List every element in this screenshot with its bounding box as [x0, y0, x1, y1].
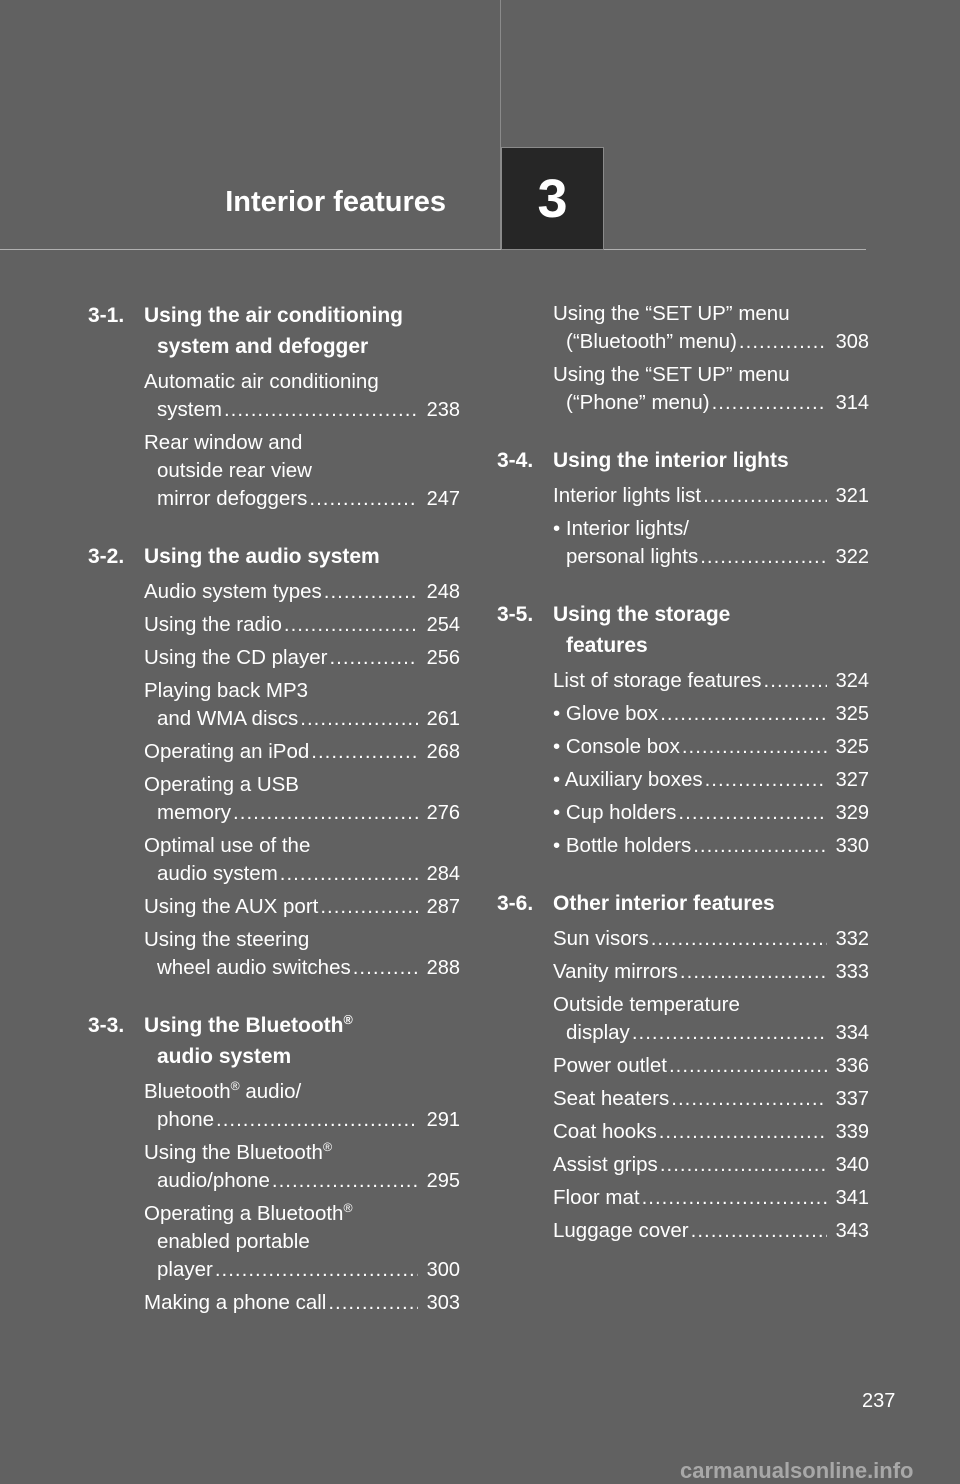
dot-leader: [764, 667, 827, 695]
toc-section: [497, 599, 869, 860]
entry-page-number: 308: [835, 331, 869, 353]
entry-last-line: [553, 766, 869, 794]
entry-text-line: and WMA discs: [157, 707, 299, 730]
dot-leader: [739, 328, 827, 356]
toc-entry[interactable]: [553, 667, 869, 695]
dot-leader: [712, 389, 827, 417]
toc-entry[interactable]: [144, 832, 460, 888]
dot-leader: [678, 799, 827, 827]
entry-page-number: 339: [835, 1121, 869, 1143]
entry-text-line: player: [157, 1258, 213, 1281]
entry-text-line: • Bottle holders: [553, 834, 692, 857]
section-heading: [497, 445, 869, 476]
entry-last-line: [553, 700, 869, 728]
dot-leader: [329, 644, 418, 672]
toc-entry[interactable]: [144, 611, 460, 639]
entry-text-line: • Console box: [553, 735, 680, 758]
toc-entry[interactable]: [553, 361, 869, 417]
watermark: carmanualsonline.info: [680, 1458, 914, 1483]
entry-page-number: 336: [835, 1055, 869, 1077]
section-title: [553, 888, 869, 919]
entry-last-line: [144, 1289, 460, 1317]
section-title: [144, 541, 460, 572]
entry-text-line: Sun visors: [553, 927, 649, 950]
section-title: [553, 445, 869, 476]
section-number: 3-1.: [88, 304, 125, 327]
toc-entry[interactable]: [144, 1078, 460, 1134]
chapter-number-tab: [501, 147, 604, 250]
toc-entry[interactable]: [553, 1217, 869, 1245]
entry-page-number: 288: [426, 957, 460, 979]
page-number: 237: [862, 1390, 896, 1412]
toc-entry[interactable]: [553, 799, 869, 827]
entry-page-number: 332: [835, 928, 869, 950]
entry-last-line: [553, 1118, 869, 1146]
entry-last-line: [553, 1217, 869, 1245]
entry-last-line: [144, 893, 460, 921]
toc-entry[interactable]: [144, 1200, 460, 1284]
dot-leader: [660, 1151, 827, 1179]
entry-last-line: [553, 925, 869, 953]
entry-page-number: 333: [835, 961, 869, 983]
entry-text-line: Outside temperature: [553, 993, 740, 1016]
entry-page-number: 330: [835, 835, 869, 857]
entry-last-line: [144, 860, 460, 888]
entry-page-number: 256: [426, 647, 460, 669]
entry-text-line: Operating an iPod: [144, 740, 310, 763]
entry-last-line: [144, 1106, 460, 1134]
toc-entry[interactable]: [144, 771, 460, 827]
toc-entry[interactable]: [553, 733, 869, 761]
section-title-line: system and defogger: [157, 335, 369, 358]
section-number: 3-6.: [497, 892, 534, 915]
section-title-line: audio system: [157, 1045, 292, 1068]
toc-entry[interactable]: [144, 738, 460, 766]
chapter-title: Interior features: [225, 186, 446, 218]
toc-section: [88, 1010, 460, 1317]
entry-text-line: Operating a Bluetooth®: [144, 1201, 353, 1225]
toc-section: [497, 445, 869, 571]
section-title: [144, 300, 460, 362]
entry-text-line: Using the CD player: [144, 646, 328, 669]
entry-text-line: Luggage cover: [553, 1219, 689, 1242]
dot-leader: [309, 485, 418, 513]
toc-entry[interactable]: [553, 700, 869, 728]
entry-text-line: system: [157, 398, 222, 421]
toc-entry[interactable]: [553, 1085, 869, 1113]
toc-section: [88, 300, 460, 513]
dot-leader: [216, 1106, 418, 1134]
dot-leader: [659, 1118, 827, 1146]
entry-last-line: [553, 328, 869, 356]
entry-text-line: Coat hooks: [553, 1120, 657, 1143]
entry-last-line: [553, 958, 869, 986]
entry-page-number: 295: [426, 1170, 460, 1192]
toc-section: [88, 541, 460, 982]
toc-entry[interactable]: [553, 1184, 869, 1212]
dot-leader: [311, 738, 418, 766]
dot-leader: [224, 396, 418, 424]
toc-entry[interactable]: [553, 1151, 869, 1179]
entry-last-line: [553, 1151, 869, 1179]
entry-page-number: 324: [835, 670, 869, 692]
toc-entry[interactable]: [553, 991, 869, 1047]
entry-page-number: 322: [835, 546, 869, 568]
toc-entry[interactable]: [553, 766, 869, 794]
toc-entry[interactable]: [553, 1052, 869, 1080]
entry-text-line: Automatic air conditioning: [144, 370, 379, 393]
dot-leader: [284, 611, 418, 639]
entry-page-number: 284: [426, 863, 460, 885]
toc-entry[interactable]: [553, 832, 869, 860]
entry-last-line: [553, 482, 869, 510]
section-title-line: features: [566, 634, 648, 657]
entry-text-line: Optimal use of the: [144, 834, 311, 857]
entry-text-line: Assist grips: [553, 1153, 658, 1176]
dot-leader: [669, 1052, 827, 1080]
entry-last-line: [144, 1256, 460, 1284]
section-heading: [88, 1010, 460, 1072]
dot-leader: [632, 1019, 827, 1047]
entry-page-number: 343: [835, 1220, 869, 1242]
toc-entry[interactable]: [144, 1139, 460, 1195]
entry-page-number: 303: [426, 1292, 460, 1314]
entry-text-line: Rear window and: [144, 431, 303, 454]
entry-text-line: Vanity mirrors: [553, 960, 678, 983]
entry-last-line: [553, 1052, 869, 1080]
dot-leader: [705, 766, 827, 794]
entry-page-number: 248: [426, 581, 460, 603]
entry-text-line: • Glove box: [553, 702, 659, 725]
dot-leader: [328, 1289, 418, 1317]
entry-text-line: • Auxiliary boxes: [553, 768, 703, 791]
entry-text-line: • Cup holders: [553, 801, 677, 824]
entry-last-line: [144, 1167, 460, 1195]
toc-entry[interactable]: [553, 958, 869, 986]
entry-page-number: 334: [835, 1022, 869, 1044]
toc-entry[interactable]: [553, 925, 869, 953]
header-horizontal-rule: [0, 249, 866, 250]
entry-text-line: audio system: [157, 862, 278, 885]
dot-leader: [680, 958, 827, 986]
toc-entry[interactable]: [553, 1118, 869, 1146]
entry-text-line: memory: [157, 801, 232, 824]
entry-last-line: [553, 667, 869, 695]
entry-text-line: display: [566, 1021, 630, 1044]
entry-last-line: [144, 954, 460, 982]
entry-text-line: Playing back MP3: [144, 679, 309, 702]
entry-page-number: 325: [835, 703, 869, 725]
toc-entry[interactable]: [553, 515, 869, 571]
section-title-line: Using the interior lights: [553, 449, 789, 472]
dot-leader: [233, 799, 418, 827]
entry-page-number: 276: [426, 802, 460, 824]
dot-leader: [703, 482, 827, 510]
entry-text-line: Using the “SET UP” menu: [553, 363, 790, 386]
dot-leader: [215, 1256, 418, 1284]
toc-entry[interactable]: [553, 300, 869, 356]
entry-page-number: 341: [835, 1187, 869, 1209]
entry-last-line: [553, 1085, 869, 1113]
entry-text-line: personal lights: [566, 545, 699, 568]
section-title-line: Using the audio system: [144, 545, 380, 568]
entry-last-line: [553, 733, 869, 761]
toc-entry[interactable]: [144, 1289, 460, 1317]
entry-page-number: 291: [426, 1109, 460, 1131]
toc-entry[interactable]: [144, 893, 460, 921]
entry-text-line: Floor mat: [553, 1186, 640, 1209]
dot-leader: [642, 1184, 827, 1212]
entry-last-line: [144, 485, 460, 513]
entry-text-line: Operating a USB: [144, 773, 299, 796]
entry-last-line: [144, 738, 460, 766]
toc-entry[interactable]: [144, 677, 460, 733]
entry-last-line: [144, 396, 460, 424]
entry-text-line: outside rear view: [157, 459, 312, 482]
entry-text-line: mirror defoggers: [157, 487, 308, 510]
entry-last-line: [144, 644, 460, 672]
entry-last-line: [553, 389, 869, 417]
entry-text-line: Seat heaters: [553, 1087, 670, 1110]
section-heading: [88, 300, 460, 362]
entry-last-line: [144, 611, 460, 639]
entry-page-number: 261: [426, 708, 460, 730]
entry-page-number: 337: [835, 1088, 869, 1110]
dot-leader: [671, 1085, 827, 1113]
entry-text-line: • Interior lights/: [553, 517, 689, 540]
dot-leader: [651, 925, 827, 953]
dot-leader: [660, 700, 827, 728]
toc-section: [497, 300, 869, 417]
entry-last-line: [553, 832, 869, 860]
dot-leader: [353, 954, 418, 982]
entry-text-line: wheel audio switches: [157, 956, 351, 979]
entry-text-line: Making a phone call: [144, 1291, 327, 1314]
dot-leader: [700, 543, 827, 571]
section-title: [144, 1010, 460, 1072]
dot-leader: [272, 1167, 418, 1195]
dot-leader: [280, 860, 418, 888]
toc-entry[interactable]: [553, 482, 869, 510]
entry-text-line: List of storage features: [553, 669, 762, 692]
entry-text-line: Using the Bluetooth®: [144, 1140, 332, 1164]
section-heading: [497, 599, 869, 661]
entry-last-line: [144, 578, 460, 606]
entry-page-number: 247: [426, 488, 460, 510]
dot-leader: [682, 733, 827, 761]
entry-last-line: [553, 799, 869, 827]
entry-text-line: enabled portable: [157, 1230, 310, 1253]
chapter-number: 3: [537, 168, 568, 229]
entry-text-line: Using the AUX port: [144, 895, 319, 918]
toc-entry[interactable]: [144, 644, 460, 672]
entry-page-number: 268: [426, 741, 460, 763]
dot-leader: [324, 578, 418, 606]
entry-last-line: [553, 1184, 869, 1212]
dot-leader: [693, 832, 827, 860]
section-number: 3-5.: [497, 603, 534, 626]
section-number: 3-4.: [497, 449, 534, 472]
toc-entry[interactable]: [144, 429, 460, 513]
entry-text-line: Bluetooth® audio/: [144, 1079, 302, 1103]
entry-text-line: (“Phone” menu): [566, 391, 710, 414]
toc-section: [497, 888, 869, 1245]
entry-page-number: 314: [835, 392, 869, 414]
entry-text-line: Interior lights list: [553, 484, 702, 507]
dot-leader: [320, 893, 418, 921]
entry-text-line: Using the “SET UP” menu: [553, 302, 790, 325]
toc-left-column: [88, 300, 460, 1345]
entry-last-line: [553, 1019, 869, 1047]
entry-page-number: 238: [426, 399, 460, 421]
entry-text-line: Using the radio: [144, 613, 282, 636]
entry-page-number: 287: [426, 896, 460, 918]
section-title: [553, 599, 869, 661]
entry-text-line: Audio system types: [144, 580, 322, 603]
section-title-line: Other interior features: [553, 892, 775, 915]
section-title-line: Using the air conditioning: [144, 304, 403, 327]
toc-entry[interactable]: [144, 578, 460, 606]
section-heading: [88, 541, 460, 572]
entry-page-number: 254: [426, 614, 460, 636]
toc-right-column: [497, 300, 869, 1273]
entry-text-line: Using the steering: [144, 928, 310, 951]
entry-page-number: 321: [835, 485, 869, 507]
entry-text-line: Power outlet: [553, 1054, 667, 1077]
entry-text-line: (“Bluetooth” menu): [566, 330, 737, 353]
section-title-line: Using the storage: [553, 603, 731, 626]
section-number: 3-3.: [88, 1014, 125, 1037]
entry-text-line: phone: [157, 1108, 215, 1131]
entry-last-line: [144, 799, 460, 827]
entry-page-number: 329: [835, 802, 869, 824]
entry-page-number: 340: [835, 1154, 869, 1176]
entry-page-number: 327: [835, 769, 869, 791]
entry-text-line: audio/phone: [157, 1169, 270, 1192]
dot-leader: [691, 1217, 827, 1245]
section-number: 3-2.: [88, 545, 125, 568]
entry-last-line: [553, 543, 869, 571]
section-title-line: Using the Bluetooth®: [144, 1013, 353, 1037]
toc-entry[interactable]: [144, 368, 460, 424]
dot-leader: [300, 705, 418, 733]
entry-page-number: 300: [426, 1259, 460, 1281]
entry-last-line: [144, 705, 460, 733]
section-heading: [497, 888, 869, 919]
entry-page-number: 325: [835, 736, 869, 758]
toc-entry[interactable]: [144, 926, 460, 982]
